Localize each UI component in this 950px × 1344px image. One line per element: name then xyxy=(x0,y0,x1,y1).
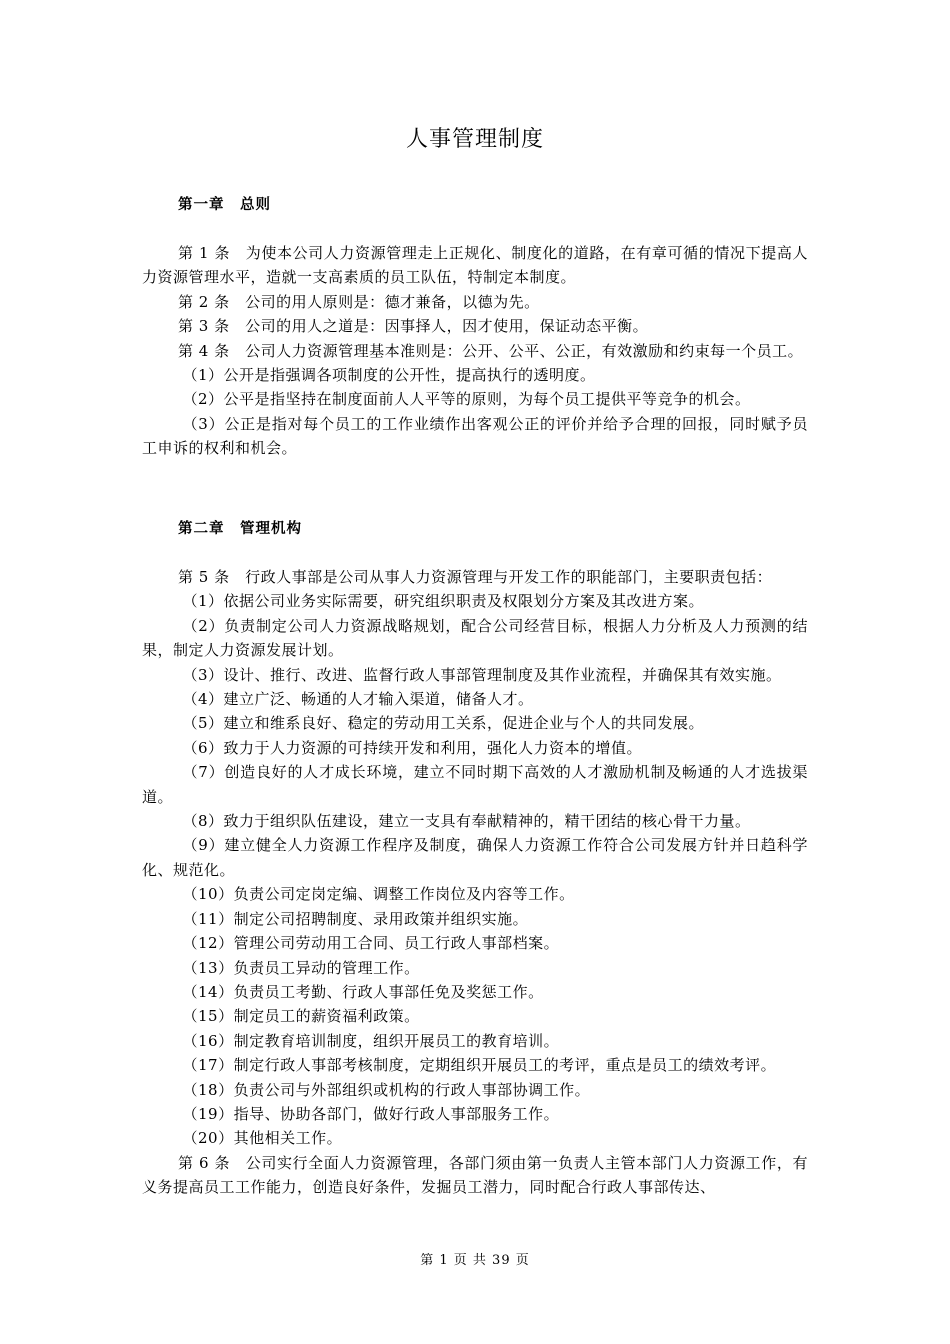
chapter-heading-1: 第一章 总则 xyxy=(178,197,271,213)
list-item: （18）负责公司与外部组织或机构的行政人事部协调工作。 xyxy=(182,1080,591,1099)
list-item: （15）制定员工的薪资福利政策。 xyxy=(182,1007,420,1026)
document-title: 人事管理制度 xyxy=(405,127,544,152)
list-item: （11）制定公司招聘制度、录用政策并组织实施。 xyxy=(182,909,529,928)
list-item: （12）管理公司劳动用工合同、员工行政人事部档案。 xyxy=(182,934,560,953)
list-item: （8）致力于组织队伍建设，建立一支具有奉献精神的，精干团结的核心骨干力量。 xyxy=(182,812,751,831)
list-item: （16）制定教育培训制度，组织开展员工的教育培训。 xyxy=(182,1031,560,1050)
list-item: （20）其他相关工作。 xyxy=(182,1129,343,1148)
list-item: （17）制定行政人事部考核制度，定期组织开展员工的考评，重点是员工的绩效考评。 xyxy=(182,1056,777,1075)
list-item: （6）致力于人力资源的可持续开发和利用，强化人力资本的增值。 xyxy=(182,738,643,757)
list-item: （7）创造良好的人才成长环境，建立不同时期下高效的人才激励机制及畅通的人才选拔渠道。 xyxy=(142,763,808,806)
list-item: （13）负责员工异动的管理工作。 xyxy=(182,958,420,977)
list-item: （1）公开是指强调各项制度的公开性，提高执行的透明度。 xyxy=(182,366,596,385)
list-item: （10）负责公司定岗定编、调整工作岗位及内容等工作。 xyxy=(182,885,575,904)
page-footer: 第 1 页 共 39 页 xyxy=(420,1253,530,1268)
chapter-2-body xyxy=(142,565,808,1200)
list-item: （3）公正是指对每个员工的工作业绩作出客观公正的评价并给予合理的回报，同时赋予员工申诉的权利和机会。 xyxy=(142,414,808,458)
chapter-heading-2: 第二章 管理机构 xyxy=(178,521,302,537)
chapter-1-body xyxy=(142,241,808,461)
article-5: 第 5 条 行政人事部是公司从事人力资源管理与开发工作的职能部门，主要职责包括： xyxy=(178,568,773,586)
list-item: （3）设计、推行、改进、监督行政人事部管理制度及其作业流程，并确保其有效实施。 xyxy=(182,665,782,684)
list-item: （1）依据公司业务实际需要，研究组织职责及权限划分方案及其改进方案。 xyxy=(182,592,705,611)
list-item: （4）建立广泛、畅通的人才输入渠道，储备人才。 xyxy=(182,690,534,709)
article-6: 第 6 条 公司实行全面人力资源管理，各部门须由第一负责人主管本部门人力资源工作，有义务提高员工工作能力，创造良好条件，发掘员工潜力，同时配合行政人事部传达、 xyxy=(142,1153,808,1197)
article-3: 第 3 条 公司的用人之道是：因事择人，因才使用，保证动态平衡。 xyxy=(178,317,649,336)
list-item: （2）负责制定公司人力资源战略规划，配合公司经营目标，根据人力分析及人力预测的结果，制定人力资源发展计划。 xyxy=(142,616,808,660)
article-2: 第 2 条 公司的用人原则是：德才兼备，以德为先。 xyxy=(178,292,540,311)
list-item: （19）指导、协助各部门，做好行政人事部服务工作。 xyxy=(182,1104,560,1123)
list-item: （2）公平是指坚持在制度面前人人平等的原则，为每个员工提供平等竞争的机会。 xyxy=(182,390,751,409)
article-4: 第 4 条 公司人力资源管理基本准则是：公开、公平、公正，有效激励和约束每一个员工。 xyxy=(178,341,804,360)
list-item: （9）建立健全人力资源工作程序及制度，确保人力资源工作符合公司发展方针并日趋科学化、规范化。 xyxy=(142,836,808,879)
article-1: 第 1 条 为使本公司人力资源管理走上正规化、制度化的道路，在有章可循的情况下提高人力资源管理水平，造就一支高素质的员工队伍，特制定本制度。 xyxy=(142,244,808,287)
list-item: （14）负责员工考勤、行政人事部任免及奖惩工作。 xyxy=(182,982,544,1001)
list-item: （5）建立和维系良好、稳定的劳动用工关系，促进企业与个人的共同发展。 xyxy=(182,714,705,733)
